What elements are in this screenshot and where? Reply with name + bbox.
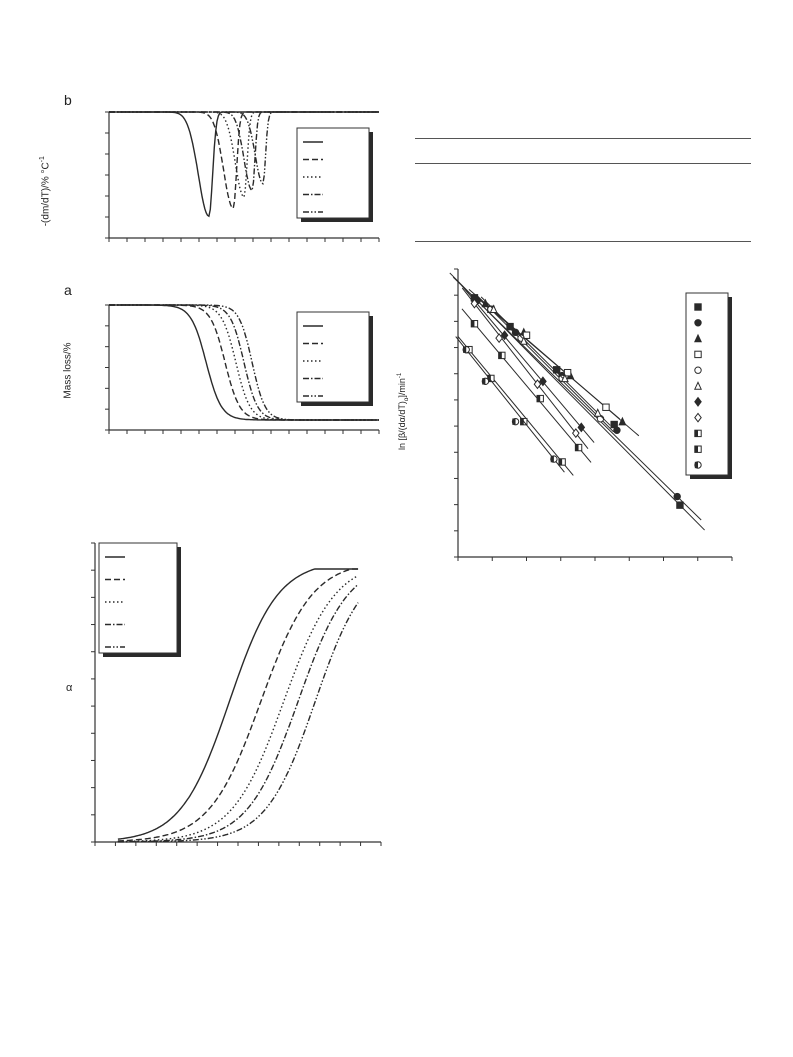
friedman-legend-marker-half-circle-fill	[695, 462, 698, 468]
friedman-point-open-square	[603, 404, 609, 410]
friedman-legend-marker-filled-square	[695, 304, 701, 310]
friedman-fit-line	[478, 296, 614, 432]
table-header-rule	[415, 163, 751, 164]
table-top-rule	[415, 138, 751, 139]
friedman-point-filled-square	[677, 502, 683, 508]
friedman-point-half-square-fill	[471, 321, 474, 327]
friedman-legend-marker-open-square	[695, 351, 701, 357]
friedman-fit-line	[458, 336, 574, 475]
friedman-legend-box	[686, 293, 728, 475]
alpha-ylabel: α	[66, 682, 73, 694]
friedman-legend-marker-filled-circle	[695, 320, 701, 326]
panel-a-letter: a	[64, 282, 72, 298]
friedman-fit-line	[481, 297, 610, 426]
table-bottom-rule	[415, 241, 751, 242]
friedman-point-half-square2-fill	[559, 459, 562, 465]
friedman-chart	[450, 265, 750, 575]
friedman-point-half-circle-fill	[463, 346, 466, 352]
friedman-ylabel: $\ln [\beta/(d\alpha/dT)_\alpha]/\min^{-1}$	[397, 372, 411, 451]
alpha-chart	[85, 535, 390, 855]
friedman-point-filled-circle	[674, 493, 680, 499]
friedman-legend-marker-open-circle	[695, 367, 701, 373]
friedman-point-half-square-fill	[575, 444, 578, 450]
friedman-point-filled-triangle	[619, 418, 625, 425]
panel-a-chart	[95, 295, 395, 440]
friedman-point-half-circle-fill	[482, 378, 485, 384]
panel-b-ylabel: -(dm/dT)/% $^\circ C^{-1}$	[38, 156, 52, 227]
friedman-point-half-square-fill	[499, 352, 502, 358]
friedman-point-half-circle-fill	[551, 456, 554, 462]
friedman-legend-marker-half-square-fill	[695, 430, 698, 436]
friedman-fit-line	[453, 277, 701, 520]
panel-b-letter: b	[64, 92, 72, 108]
friedman-point-filled-circle	[614, 427, 620, 433]
panel-b-chart	[95, 100, 395, 250]
friedman-legend-marker-half-square2-fill	[695, 446, 698, 452]
friedman-fit-line	[456, 337, 565, 473]
friedman-point-half-square-fill	[537, 395, 540, 401]
panel-a-ylabel: Mass loss/%	[62, 342, 74, 399]
alpha-legend-box	[99, 543, 177, 653]
friedman-point-half-circle-fill	[512, 418, 515, 424]
